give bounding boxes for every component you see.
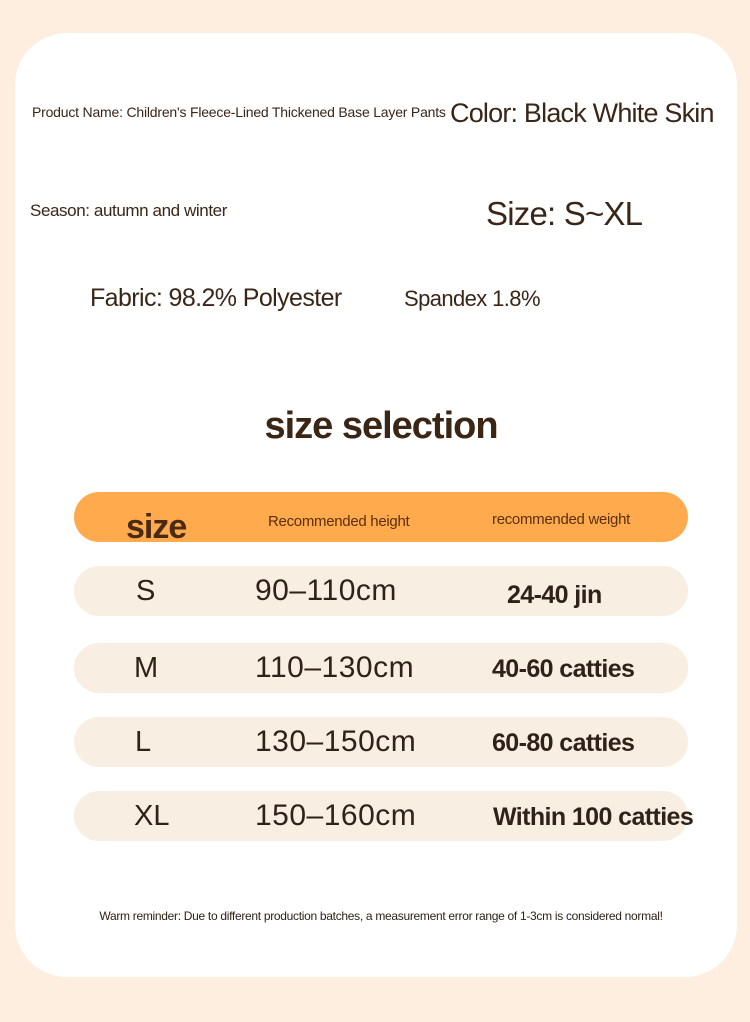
product-size-range: Size: S~XL (486, 195, 643, 232)
product-fabric: Fabric: 98.2% Polyester (90, 284, 342, 312)
product-spandex: Spandex 1.8% (404, 286, 540, 311)
header-size: size (126, 508, 187, 546)
size-table-header (74, 492, 688, 546)
product-color: Color: Black White Skin (450, 98, 714, 128)
row-weight: 40-60 catties (492, 655, 635, 683)
row-size: M (134, 652, 159, 684)
size-selection-title: size selection (264, 405, 498, 447)
row-size: L (135, 726, 152, 758)
row-size: S (136, 575, 156, 607)
row-height: 110–130cm (255, 651, 415, 684)
size-row-s (74, 566, 688, 616)
warm-reminder: Warm reminder: Due to different production batches, a measurement error range of 1-3cm is considered normal! (99, 909, 663, 923)
row-weight: Within 100 catties (493, 803, 694, 831)
product-season: Season: autumn and winter (30, 201, 227, 220)
size-chart-card (15, 33, 737, 977)
header-weight: recommended weight (492, 511, 631, 528)
size-row-xl (74, 791, 694, 841)
row-size: XL (134, 800, 170, 832)
row-height: 150–160cm (255, 799, 417, 832)
header-height: Recommended height (268, 513, 410, 530)
row-height: 90–110cm (255, 574, 397, 607)
row-weight: 24-40 jin (507, 581, 602, 609)
size-row-m (74, 643, 688, 693)
row-height: 130–150cm (255, 725, 417, 758)
row-weight: 60-80 catties (492, 729, 635, 757)
product-name: Product Name: Children's Fleece-Lined Thickened Base Layer Pants (32, 104, 446, 120)
size-row-l (74, 717, 688, 767)
